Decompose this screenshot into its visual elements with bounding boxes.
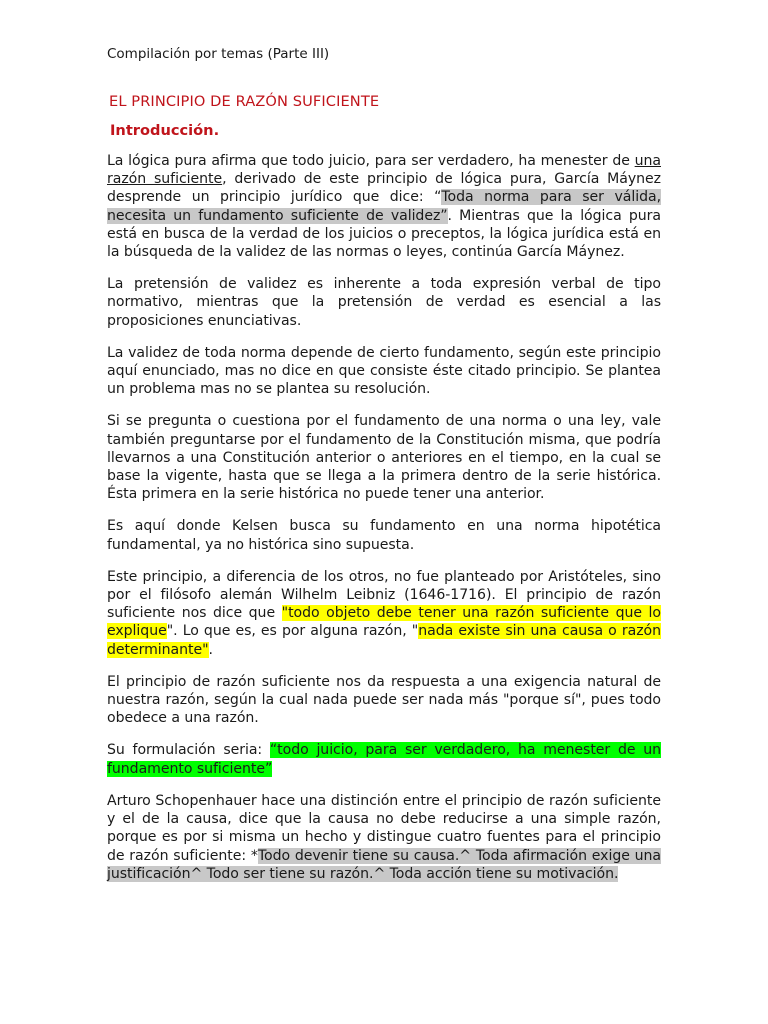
paragraph-7: El principio de razón suficiente nos da respuesta a una exigencia natural de nuestra razón, según la cual nada puede ser nada más "porque sí", pues todo obedece a una razón. — [107, 673, 661, 727]
paragraph-2: La pretensión de validez es inherente a toda expresión verbal de tipo normativo, mientras que la pretensión de verdad es esencial a las proposiciones enunciativas. — [107, 276, 661, 329]
paragraph-1 — [107, 152, 661, 261]
document-title: EL PRINCIPIO DE RAZÓN SUFICIENTE — [109, 93, 380, 110]
paragraph-3: La validez de toda norma depende de cierto fundamento, según este principio aquí enunciado, mas no dice en que consiste éste citado principio. Se plantea un problema mas no se plantea su resolución. — [107, 344, 661, 398]
document-body — [107, 152, 661, 897]
section-heading: Introducción. — [110, 122, 220, 139]
yellow-highlight-quote-1: "todo objeto debe tener una razón suficiente que lo explique — [107, 605, 661, 640]
paragraph-6-text-e: . — [208, 641, 213, 658]
paragraph-5: Es aquí donde Kelsen busca su fundamento en una norma hipotética fundamental, ya no histórica sino supuesta. — [107, 518, 661, 553]
paragraph-9 — [107, 792, 661, 883]
paragraph-6-text-c: ". Lo que es, es por alguna razón, " — [166, 623, 419, 640]
paragraph-8 — [107, 741, 661, 777]
underlined-phrase: una razón suficiente — [107, 153, 661, 188]
paragraph-8-text-a: Su formulación seria: — [107, 742, 270, 759]
paragraph-9-text-a: Arturo Schopenhauer hace una distinción entre el principio de razón suficiente y el de la causa, dice que la causa no debe reducirse a una simple razón, porque es por si misma un hecho y distingue cuatro fuentes para el principio de razón suficiente: * — [107, 792, 661, 864]
paragraph-6-text-a: Este principio, a diferencia de los otros, no fue planteado por Aristóteles, sino por el filósofo alemán Wilhelm Leibniz (1646-1716). El principio de razón suficiente nos dice que — [107, 568, 661, 622]
gray-highlight-list: Todo devenir tiene su causa.^ Toda afirmación exige una justificación^ Todo ser tiene su razón.^ Toda acción tiene su motivación. — [107, 847, 661, 882]
page-header: Compilación por temas (Parte III) — [107, 46, 330, 62]
green-highlight-quote: “todo juicio, para ser verdadero, ha menester de un fundamento suficiente” — [107, 742, 661, 777]
gray-highlight-quote: Toda norma para ser válida, necesita un fundamento suficiente de validez” — [107, 189, 661, 224]
paragraph-1-text-c: , derivado de este principio de lógica pura, García Máynez desprende un principio jurídico que dice: “ — [107, 171, 662, 206]
paragraph-6 — [107, 568, 661, 659]
yellow-highlight-quote-2: nada existe sin una causa o razón determinante" — [107, 623, 661, 658]
paragraph-1-text-a: La lógica pura afirma que todo juicio, para ser verdadero, ha menester de — [107, 153, 635, 169]
paragraph-4: Si se pregunta o cuestiona por el fundamento de una norma o una ley, vale también preguntarse por el fundamento de la Constitución misma, que podría llevarnos a una Constitución anterior o anteriores en el tiempo, en la cual se base la vigente, hasta que se llega a la primera dentro de la serie histórica. Ésta primera en la serie histórica no puede tener una anterior. — [107, 413, 661, 503]
paragraph-1-text-e: . Mientras que la lógica pura está en busca de la verdad de los juicios o preceptos, la lógica jurídica está en la búsqueda de la validez de las normas o leyes, continúa García Máynez. — [107, 207, 661, 261]
